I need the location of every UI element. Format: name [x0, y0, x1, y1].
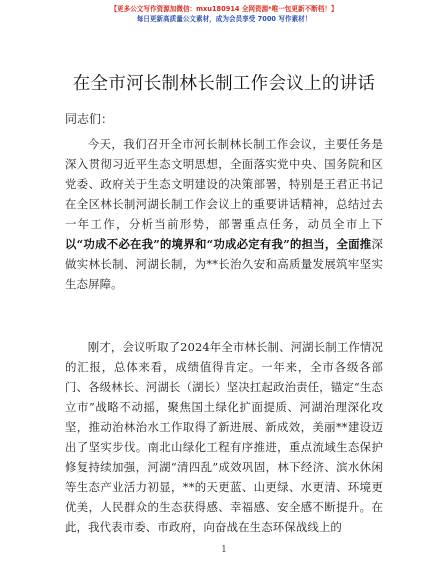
paragraph-2-text: 刚才，会议听取了2024年全市林长制、河湖长制工作情况的汇报，总体来看，成绩值得肯定。一年来，全市各级各部门、各级林长、河湖长（湖长）坚决扛起政治责任，锚定“生态立市”战略不动摇，聚焦国土绿化扩面提质、河湖治理深化攻坚，推动治林治水工作取得了新进展、新成效，美丽**建设迈出了坚实步伐。南北山绿化工程有序推进，重点流域生态保护修复持续加强，河湖“清四乱”成效巩固，林下经济、滨水休闲等生态产业活力初显，**的天更蓝、山更绿、水更清、环境更优美，人民群众的生态获得感、幸福感、安全感不断提升。在此，我代表市委、市政府，向奋战在生态环保战线上的 [65, 340, 383, 534]
promo-banner-line-1: 【更多公文写作资源加微信：mxu180914 全网资源*唯一包更新不断档！】 [110, 5, 338, 13]
promo-banner [0, 4, 448, 24]
paragraph-1-bold-text: 以“功成不必在我”的境界和“功成必定有我”的担当，全面推 [65, 237, 372, 251]
document-title: 在全市河长制林长制工作会议上的讲话 [72, 74, 376, 94]
paragraph-2 [65, 337, 383, 537]
paragraph-1 [65, 134, 383, 294]
promo-banner-line-2: 每日更新高质量公文素材，成为会员享受 7000 写作素材！ [136, 15, 312, 23]
salutation: 同志们： [65, 112, 114, 126]
paragraph-1-text-a: 今天，我们召开全市河长制林长制工作会议，主要任务是深入贯彻习近平生态文明思想，全面落实党中央、国务院和区党委、政府关于生态文明建设的决策部署，特别是王君正书记在全区林长制河湖长制工作会议上的重要讲话精神，总结过去一年工作，分析当前形势，部署重点任务，动员全市上下 [65, 137, 383, 231]
page-number: 1 [221, 545, 227, 555]
paragraph-1-text-b: 深做实林长制、河湖长制，为**长治久安和高质量发展筑牢坚实生态屏障。 [65, 237, 383, 291]
